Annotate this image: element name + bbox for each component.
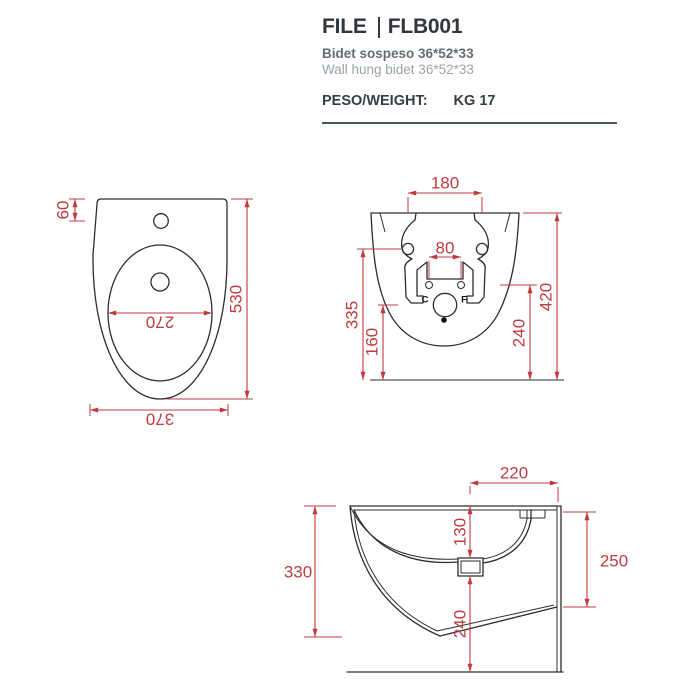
dim-side-height — [500, 285, 537, 380]
dim-front-height — [284, 506, 342, 637]
dim-top-depth-value: 220 — [499, 463, 529, 483]
dim-total-height — [523, 213, 562, 380]
dim-total-width — [90, 404, 228, 429]
fixing-hole-left — [402, 243, 413, 254]
mounting-bracket-outline — [402, 213, 489, 303]
dim-inlet-spacing — [429, 239, 461, 281]
tap-hole-section — [520, 510, 545, 518]
bowl-profile-lower — [354, 510, 458, 562]
dim-side-height-value: 240 — [509, 318, 529, 348]
file-label: FILE — [322, 15, 367, 38]
title-separator — [378, 17, 380, 38]
header-divider — [322, 122, 617, 124]
drain-hole — [151, 273, 169, 291]
dim-drain-height — [363, 305, 399, 380]
inlet-cold-label: C — [421, 294, 429, 306]
figure-side-view — [280, 455, 680, 687]
bidet-body-outline — [93, 199, 227, 399]
drain-dot — [441, 317, 447, 323]
subtitle-italian: Bidet sospeso 36*52*33 — [322, 46, 474, 61]
dim-drain-depth — [451, 506, 471, 558]
dim-holes-height — [343, 249, 402, 380]
weight-row — [322, 93, 618, 109]
bowl-profile-upper — [350, 506, 458, 559]
dim-tap-offset-value: 60 — [53, 200, 73, 220]
dim-front-height-value: 330 — [283, 562, 313, 582]
dim-top-depth — [470, 464, 558, 503]
front-shell-inner — [354, 510, 437, 631]
weight-label: PESO/WEIGHT: — [322, 93, 428, 109]
dim-drain-drop — [451, 576, 471, 672]
recess-wall-left — [380, 213, 385, 232]
tap-hole — [154, 214, 169, 229]
product-title — [322, 14, 618, 40]
dim-total-length — [167, 199, 253, 399]
inlet-hot-label: F — [461, 294, 467, 306]
dim-bracket-width-value: 180 — [430, 173, 460, 193]
dim-bowl-width — [108, 313, 212, 332]
fixing-hole-right — [476, 243, 487, 254]
inlet-hot-hole — [458, 282, 465, 289]
dim-drain-drop-value: 240 — [450, 609, 470, 639]
drain-box-inner — [461, 561, 480, 573]
dim-total-length-value: 530 — [226, 284, 246, 314]
dim-wall-height — [563, 512, 628, 607]
subtitle-english: Wall hung bidet 36*52*33 — [322, 62, 474, 77]
dim-drain-height-value: 160 — [362, 327, 382, 357]
product-header — [322, 14, 618, 132]
weight-value: KG 17 — [453, 93, 496, 109]
dim-tap-offset — [54, 199, 86, 221]
figure-rear-view — [340, 170, 575, 398]
recess-wall-right — [505, 213, 510, 232]
product-code: FLB001 — [387, 15, 463, 38]
figure-top-view — [55, 175, 265, 440]
waste-outlet — [433, 293, 456, 316]
dim-total-width-value: 370 — [145, 409, 175, 429]
dim-wall-height-value: 250 — [599, 551, 629, 571]
dim-inlet-spacing-value: 80 — [435, 238, 455, 258]
dim-bracket-width — [408, 174, 482, 213]
inlet-cold-hole — [426, 282, 433, 289]
dim-holes-height-value: 335 — [342, 300, 362, 330]
dim-bowl-width-value: 270 — [145, 312, 175, 332]
dim-total-height-value: 420 — [536, 282, 556, 312]
dim-drain-depth-value: 130 — [450, 517, 470, 547]
